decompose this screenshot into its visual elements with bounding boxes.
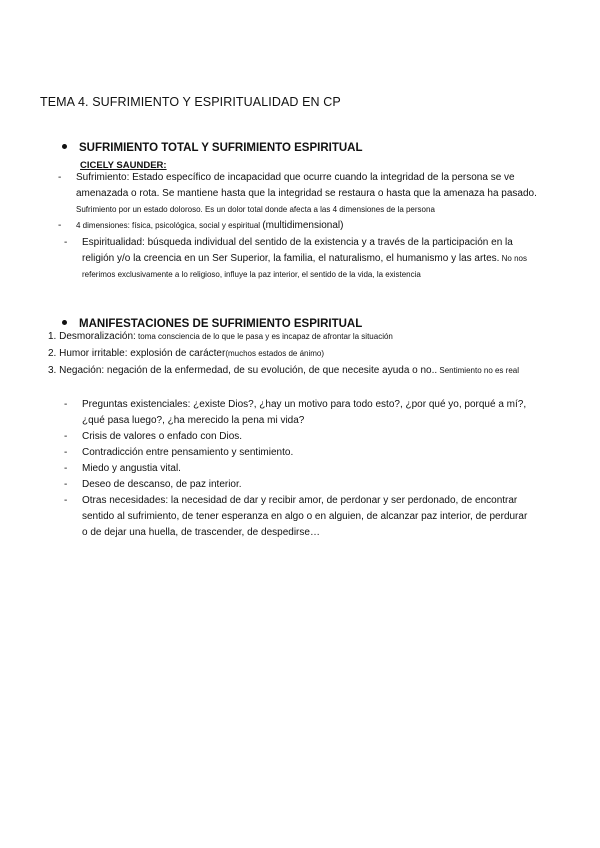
section-heading-text: MANIFESTACIONES DE SUFRIMIENTO ESPIRITUAL xyxy=(79,318,363,330)
bullet-icon xyxy=(62,144,67,149)
text-line: Sufrimiento: Estado específico de incapacidad que ocurre cuando la integridad de la persona se ve xyxy=(76,172,515,183)
text-line: Deseo de descanso, de paz interior. xyxy=(82,479,242,490)
item-label: Negación: negación de la enfermedad, de su evolución, de que necesite ayuda o no.. xyxy=(59,365,438,376)
numbered-item xyxy=(48,365,519,376)
dash-marker: - xyxy=(64,479,68,490)
text-line: Sufrimiento por un estado doloroso. Es un dolor total donde afecta a las 4 dimensiones de la persona xyxy=(76,205,435,214)
dash-marker: - xyxy=(64,399,68,410)
numbered-item xyxy=(48,331,393,342)
dash-marker: - xyxy=(64,495,68,506)
text-line: Crisis de valores o enfado con Dios. xyxy=(82,431,243,442)
text-line: Preguntas existenciales: ¿existe Dios?, ¿hay un motivo para todo esto?, ¿por qué yo, porqué a mí?, xyxy=(82,399,527,410)
text-span: (multidimensional) xyxy=(262,220,344,231)
text-line: sentido al sufrimiento, de tener esperanza en algo o en alguien, de alcanzar paz interior, de perdurar xyxy=(82,511,528,522)
dash-marker: - xyxy=(64,463,68,474)
text-line: ¿qué pasa luego?, ¿ha merecido la pena mi vida? xyxy=(82,415,305,426)
list-item xyxy=(82,477,242,493)
item-rest: (muchos estados de ánimo) xyxy=(225,349,325,358)
section-heading-text: SUFRIMIENTO TOTAL Y SUFRIMIENTO ESPIRITUAL xyxy=(79,142,363,154)
list-item-espiritualidad xyxy=(82,235,527,283)
list-item-dimensiones xyxy=(76,218,343,234)
text-line: o de dejar una huella, de trascender, de despedirse… xyxy=(82,527,320,538)
list-item xyxy=(82,397,526,429)
text-span: 4 dimensiones: física, psicológica, social y espiritual xyxy=(76,221,263,230)
list-item xyxy=(82,493,527,541)
item-rest: toma consciencia de lo que le pasa y es incapaz de afrontar la situación xyxy=(135,332,393,341)
list-item xyxy=(82,445,293,461)
text-line: Espiritualidad: búsqueda individual del sentido de la existencia y a través de la participación en la xyxy=(82,237,513,248)
item-number: 3. xyxy=(48,365,57,376)
dash-marker: - xyxy=(64,237,68,248)
text-line: Otras necesidades: la necesidad de dar y recibir amor, de perdonar y ser perdonado, de encontrar xyxy=(82,495,518,506)
list-item-sufrimiento xyxy=(76,170,537,218)
author-name: CICELY SAUNDER: xyxy=(80,160,167,171)
item-label: Humor irritable: explosión de carácter xyxy=(59,348,226,359)
text-line: Contradicción entre pensamiento y sentimiento. xyxy=(82,447,294,458)
dash-marker: - xyxy=(58,220,62,231)
list-item xyxy=(82,461,181,477)
dash-marker: - xyxy=(64,447,68,458)
page-title: TEMA 4. SUFRIMIENTO Y ESPIRITUALIDAD EN CP xyxy=(40,95,341,109)
item-rest: Sentimiento no es real xyxy=(437,366,519,375)
dash-marker: - xyxy=(64,431,68,442)
text-line: referimos exclusivamente a lo religioso, influye la paz interior, el sentido de la vida, la existencia xyxy=(82,270,421,279)
item-number: 1. xyxy=(48,331,57,342)
section-heading-manifestaciones xyxy=(62,318,362,330)
item-label: Desmoralización: xyxy=(59,331,136,342)
section-heading-sufrimiento xyxy=(62,142,362,154)
item-number: 2. xyxy=(48,348,57,359)
text-span: No nos xyxy=(499,254,527,263)
text-line: amenazada o rota. Se mantiene hasta que la integridad se restaura o hasta que la amenaza ha pasado. xyxy=(76,188,537,199)
bullet-icon xyxy=(62,320,67,325)
list-item xyxy=(82,429,242,445)
text-span: religión y/o la creencia en un Ser Superior, la familia, el naturalismo, el humanismo y las artes. xyxy=(82,253,500,264)
dash-marker: - xyxy=(58,172,62,183)
numbered-item xyxy=(48,348,324,359)
text-line: Miedo y angustia vital. xyxy=(82,463,181,474)
